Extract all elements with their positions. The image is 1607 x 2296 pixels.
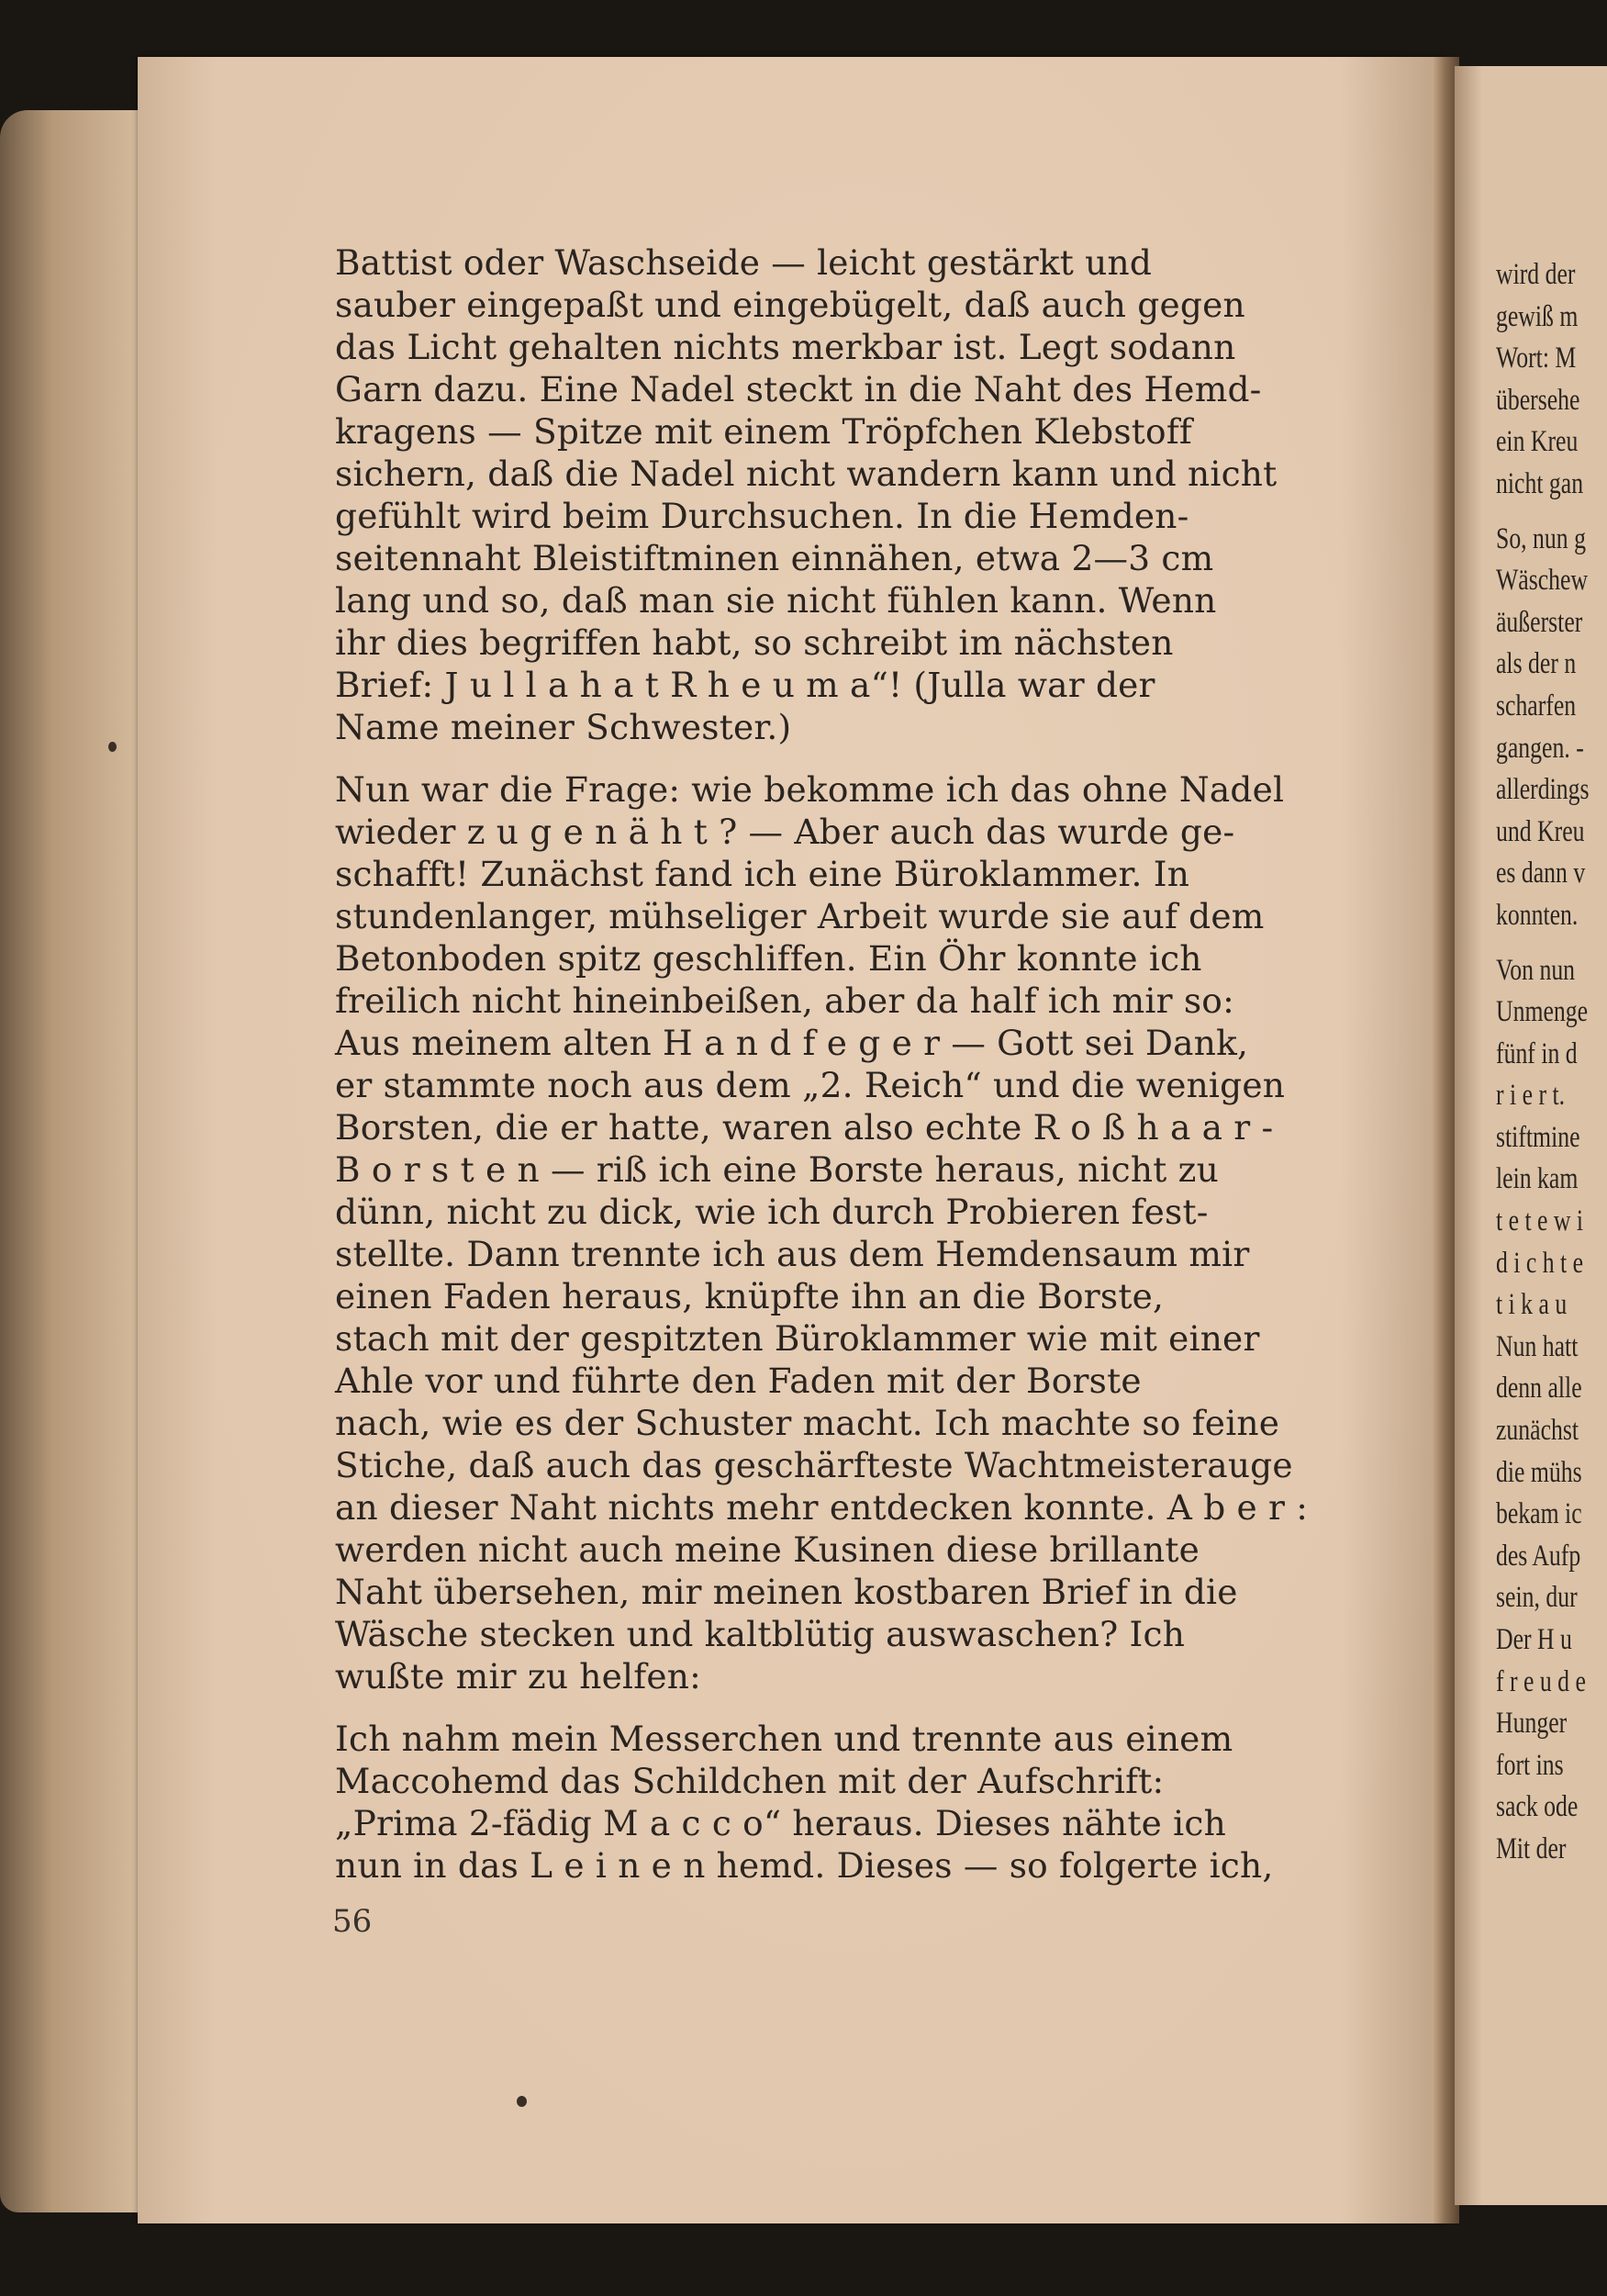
right-line: fünf in d: [1496, 1036, 1578, 1070]
right-line: zunächst: [1496, 1414, 1579, 1448]
right-line: als der n: [1496, 647, 1577, 681]
paper-speck: [517, 2096, 527, 2107]
paper-speck: [108, 742, 117, 752]
right-line: fort ins: [1496, 1748, 1564, 1782]
paragraph: Nun war die Frage: wie bekomme ich das ohne Nadel wieder z u g e n ä h t ? — Aber auch das wurde ge- schafft! Zunächst fand ich eine Büroklammer. In stundenlanger, mühseliger Arbeit wurde sie auf dem Betonboden spitz geschliffen. Ein Öhr konnte ich freilich nicht hineinbeißen, aber da half ich mir so: Aus meinem alten H a n d f e g e r — Gott sei Dank, er stammte noch aus dem „2. Reich“ und die wenigen Borsten, die er hatte, waren also echte R o ß h a a r - B o r s t e n — riß ich eine Borste heraus, nicht zu dünn, nicht zu dick, wie ich durch Probieren fest- stellte. Dann trennte ich aus dem Hemdensaum mir einen Faden heraus, knüpfte ihn an die Borste, stach mit der gespitzten Büroklammer wie mit einer Ahle vor und führte den Faden mit der Borste nach, wie es der Schuster macht. Ich machte so feine Stiche, daß auch das geschärfteste Wachtmeisterauge an dieser Naht nichts mehr entdecken konnte. A b e r : werden nicht auch meine Kusinen diese brillante Naht übersehen, mir meinen kostbaren Brief in die Wäsche stecken und kaltblütig auswaschen? Ich wußte mir zu helfen:: [335, 769, 1309, 1697]
right-line: scharfen: [1496, 689, 1577, 722]
right-line: ein Kreu: [1496, 425, 1579, 459]
book-edge: [0, 110, 147, 2212]
right-line: gangen. -: [1496, 731, 1584, 765]
right-page-text: [1496, 254, 1607, 1871]
right-line: Mit der: [1496, 1831, 1567, 1865]
right-line: f r e u d e: [1496, 1664, 1586, 1698]
right-line: und Kreu: [1496, 814, 1585, 848]
right-line: Unmenge: [1496, 995, 1589, 1029]
paragraph: Battist oder Waschseide — leicht gestärkt und sauber eingepaßt und eingebügelt, daß auch gegen das Licht gehalten nichts merkbar ist. Legt sodann Garn dazu. Eine Nadel steckt in die Naht des Hemd- kragens — Spitze mit einem Tröpfchen Klebstoff sichern, daß die Nadel nicht wandern kann und nicht gefühlt wird beim Durchsuchen. In die Hemden- seitennaht Bleistiftminen einnähen, etwa 2—3 cm lang und so, daß man sie nicht fühlen kann. Wenn ihr dies begriffen habt, so schreibt im nächsten Brief: J u l l a h a t R h e u m a“! (Julla war der Name meiner Schwester.): [335, 242, 1278, 747]
right-line: des Aufp: [1496, 1539, 1581, 1573]
right-line: denn alle: [1496, 1372, 1582, 1406]
right-line: Wort: M: [1496, 342, 1577, 375]
right-line: Hunger: [1496, 1707, 1568, 1741]
right-line: sein, dur: [1496, 1581, 1578, 1615]
right-line: So, nun g: [1496, 521, 1586, 555]
right-line: r i e r t.: [1496, 1079, 1566, 1113]
paragraph-gap: [1496, 506, 1607, 519]
right-line: d i c h t e: [1496, 1246, 1584, 1280]
right-line: nicht gan: [1496, 466, 1584, 500]
right-line: Nun hatt: [1496, 1329, 1579, 1363]
right-line: Der H u: [1496, 1623, 1572, 1656]
right-line: stiftmine: [1496, 1120, 1580, 1154]
right-line: allerdings: [1496, 773, 1590, 807]
right-line: bekam ic: [1496, 1497, 1582, 1531]
body-text: [335, 241, 1345, 1907]
right-line: t e t e w i: [1496, 1204, 1584, 1238]
paragraph: Ich nahm mein Messerchen und trennte aus einem Maccohemd das Schildchen mit der Aufschrift: „Prima 2-fädig M a c c o“ heraus. Dieses nähte ich nun in das L e i n e n hemd. Dieses — so folgerte ich,: [335, 1719, 1274, 1886]
right-line: wird der: [1496, 258, 1576, 291]
right-line: gewiß m: [1496, 299, 1579, 333]
right-line: Wäschew: [1496, 564, 1589, 598]
right-line: äußerster: [1496, 605, 1583, 639]
page-number: 56: [332, 1903, 373, 1940]
right-line: t i k a u: [1496, 1288, 1568, 1322]
right-line: lein kam: [1496, 1162, 1579, 1196]
right-line: konnten.: [1496, 898, 1579, 932]
right-page: [1455, 66, 1607, 2205]
right-line: Von nun: [1496, 953, 1576, 987]
right-line: übersehe: [1496, 383, 1580, 417]
paragraph-gap: [1496, 937, 1607, 950]
right-line: es dann v: [1496, 857, 1586, 890]
right-line: die mühs: [1496, 1455, 1582, 1489]
right-line: sack ode: [1496, 1790, 1579, 1824]
